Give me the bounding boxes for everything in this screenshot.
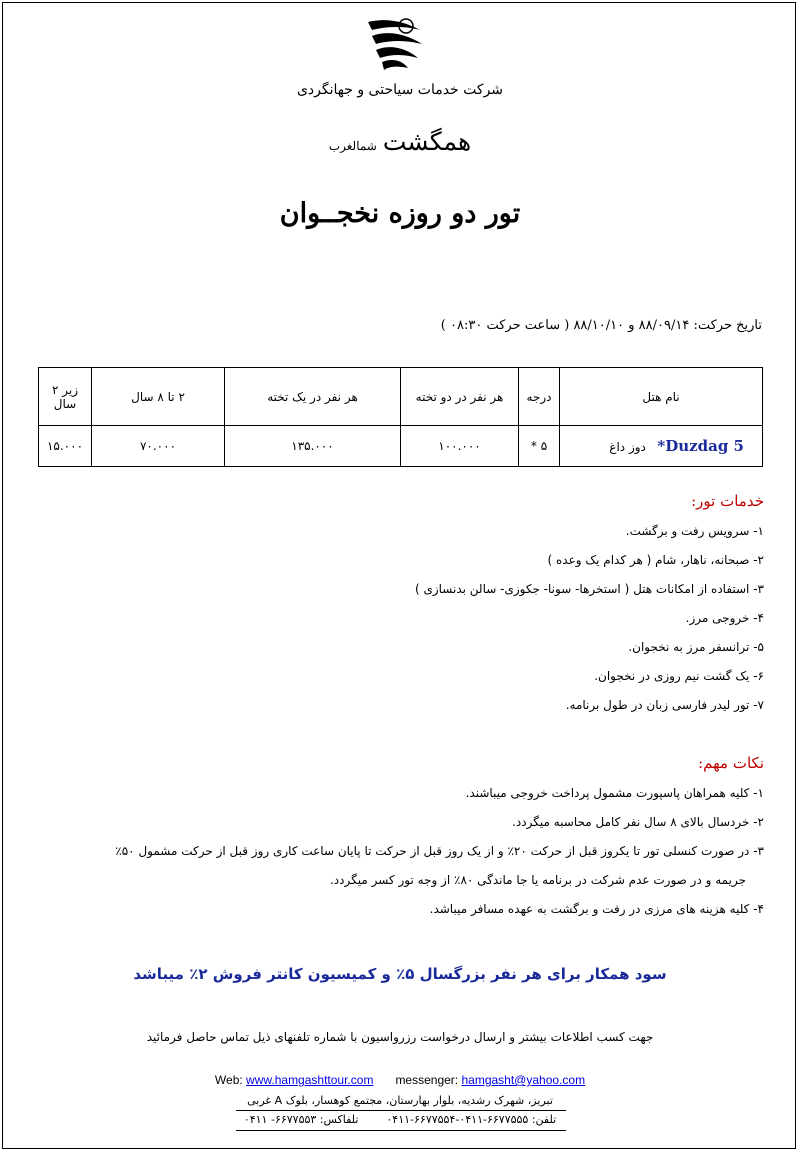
cell-under-2: ۱۵.۰۰۰ xyxy=(39,426,92,467)
phone-line xyxy=(0,1113,800,1126)
footer-divider xyxy=(236,1110,566,1111)
messenger-label: messenger: xyxy=(395,1073,459,1087)
website-link[interactable]: www.hamgashttour.com xyxy=(246,1073,374,1087)
list-item: ۳- در صورت کنسلی تور تا یکروز قبل از حرکت ۲۰٪ و از یک روز قبل از حرکت تا پایان ساعت کاری روز قبل از حرکت مشمول ۵۰٪ xyxy=(115,844,764,858)
fax-number: تلفاکس: ۶۶۷۷۵۵۳- ۰۴۱۱ xyxy=(243,1113,359,1126)
list-item: ۲- خردسال بالای ۸ سال نفر کامل محاسبه میگردد. xyxy=(512,815,764,829)
address: تبریز، شهرک رشدیه، بلوار بهارستان، مجتمع کوهسار، بلوک A غربی xyxy=(247,1094,553,1107)
web-label: Web: xyxy=(214,1073,243,1087)
footer-divider xyxy=(236,1130,566,1131)
bird-logo-icon xyxy=(362,12,432,74)
brand-subtitle: شمالغرب xyxy=(328,139,377,153)
notes-title: نکات مهم: xyxy=(698,754,764,772)
cell-double: ۱۰۰.۰۰۰ xyxy=(401,426,519,467)
commission-note: سود همکار برای هر نفر بزرگسال ۵٪ و کمیسیون کانتر فروش ۲٪ میباشد xyxy=(133,965,667,983)
tour-title: تور دو روزه نخجــوان xyxy=(279,198,521,229)
cell-single: ۱۳۵.۰۰۰ xyxy=(225,426,401,467)
company-name: شرکت خدمات سیاحتی و جهانگردی xyxy=(296,82,504,98)
header-under-2: زیر ۲ سال xyxy=(39,368,92,426)
list-item: ۵- ترانسفر مرز به نخجوان. xyxy=(628,640,764,654)
list-item: ۳- استفاده از امکانات هتل ( استخرها- سونا- جکوزی- سالن بدنسازی ) xyxy=(414,582,764,596)
brand-line xyxy=(0,127,800,156)
phone-numbers: تلفن: ۶۶۷۷۵۵۵-۰۴۱۱-۶۶۷۷۵۵۴-۰۴۱۱ xyxy=(386,1113,557,1126)
table-row xyxy=(39,426,763,467)
list-item: ۶- یک گشت نیم روزی در نخجوان. xyxy=(594,669,764,683)
list-item: ۴- کلیه هزینه های مرزی در رفت و برگشت به عهده مسافر میباشد. xyxy=(429,902,764,916)
contact-note: جهت کسب اطلاعات بیشتر و ارسال درخواست رزرواسیون با شماره تلفنهای ذیل تماس حاصل فرمائید xyxy=(146,1030,654,1044)
messenger-group xyxy=(395,1073,585,1087)
header-single: هر نفر در یک تخته xyxy=(225,368,401,426)
web-line xyxy=(0,1073,800,1087)
header-age-2-8: ۲ تا ۸ سال xyxy=(92,368,225,426)
price-table xyxy=(38,367,763,467)
header-hotel: نام هتل xyxy=(560,368,763,426)
list-item: ۱- کلیه همراهان پاسپورت مشمول پرداخت خروجی میباشند. xyxy=(465,786,764,800)
header-grade: درجه xyxy=(519,368,560,426)
messenger-link[interactable]: hamgasht@yahoo.com xyxy=(461,1073,586,1087)
cell-hotel xyxy=(560,426,763,467)
hotel-name-fa: دوز داغ xyxy=(609,440,646,454)
list-item: جریمه و در صورت عدم شرکت در برنامه یا جا ماندگی ۸۰٪ از وجه تور کسر میگردد. xyxy=(329,873,746,887)
cell-age-2-8: ۷۰.۰۰۰ xyxy=(92,426,225,467)
web-group xyxy=(215,1073,374,1087)
list-item: ۷- تور لیدر فارسی زبان در طول برنامه. xyxy=(565,698,764,712)
services-title: خدمات تور: xyxy=(691,492,764,510)
brand-name: همگشت xyxy=(382,127,472,156)
list-item: ۴- خروجی مرز. xyxy=(685,611,764,625)
departure-dates: تاریخ حرکت: ۸۸/۰۹/۱۴ و ۸۸/۱۰/۱۰ ( ساعت حرکت ۰۸:۳۰ ) xyxy=(440,318,762,333)
list-item: ۱- سرویس رفت و برگشت. xyxy=(625,524,764,538)
header-double: هر نفر در دو تخته xyxy=(401,368,519,426)
table-header-row xyxy=(39,368,763,426)
list-item: ۲- صبحانه، ناهار، شام ( هر کدام یک وعده ) xyxy=(547,553,764,567)
hotel-name-en: Duzdag 5* xyxy=(657,437,744,455)
cell-grade: ۵ * xyxy=(519,426,560,467)
